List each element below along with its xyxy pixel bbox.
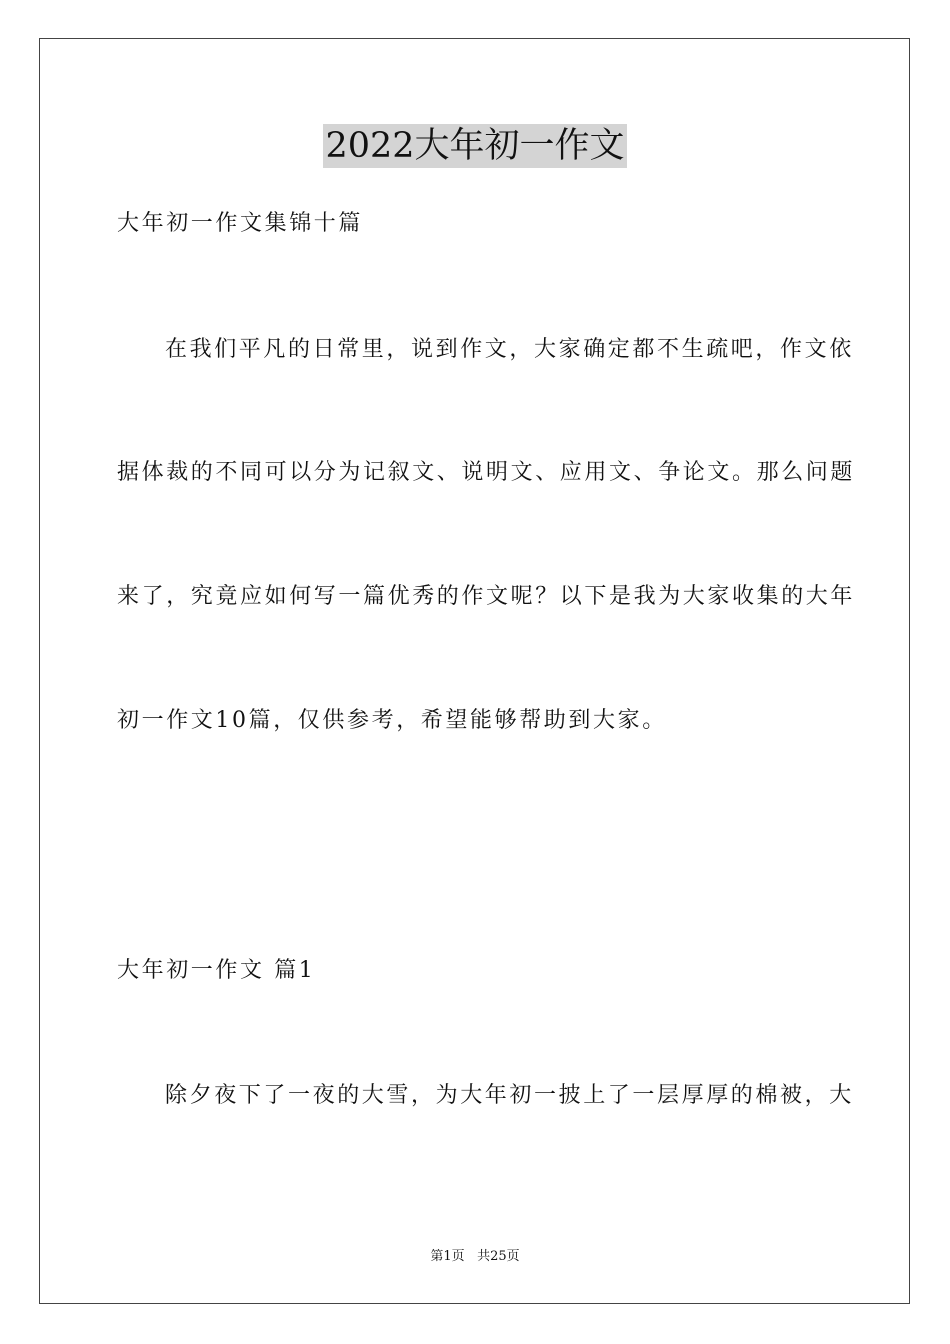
section-heading: 大年初一作文 篇1 xyxy=(117,958,316,983)
page-number: 第1页 xyxy=(430,1249,465,1264)
page-footer xyxy=(0,1248,950,1266)
subtitle: 大年初一作文集锦十篇 xyxy=(117,211,364,236)
document-title: 2022大年初一作文 xyxy=(325,126,625,166)
section-line: 除夕夜下了一夜的大雪，为大年初一披上了一层厚厚的棉被，大 xyxy=(165,1083,854,1108)
intro-line: 据体裁的不同可以分为记叙文、说明文、应用文、争论文。那么问题 xyxy=(117,460,856,485)
intro-line: 初一作文10篇，仅供参考，希望能够帮助到大家。 xyxy=(117,708,667,733)
intro-line: 在我们平凡的日常里，说到作文，大家确定都不生疏吧，作文依 xyxy=(165,337,854,362)
title-wrap xyxy=(0,124,950,168)
page-total: 共25页 xyxy=(477,1249,520,1264)
intro-line: 来了，究竟应如何写一篇优秀的作文呢？以下是我为大家收集的大年 xyxy=(117,584,856,609)
